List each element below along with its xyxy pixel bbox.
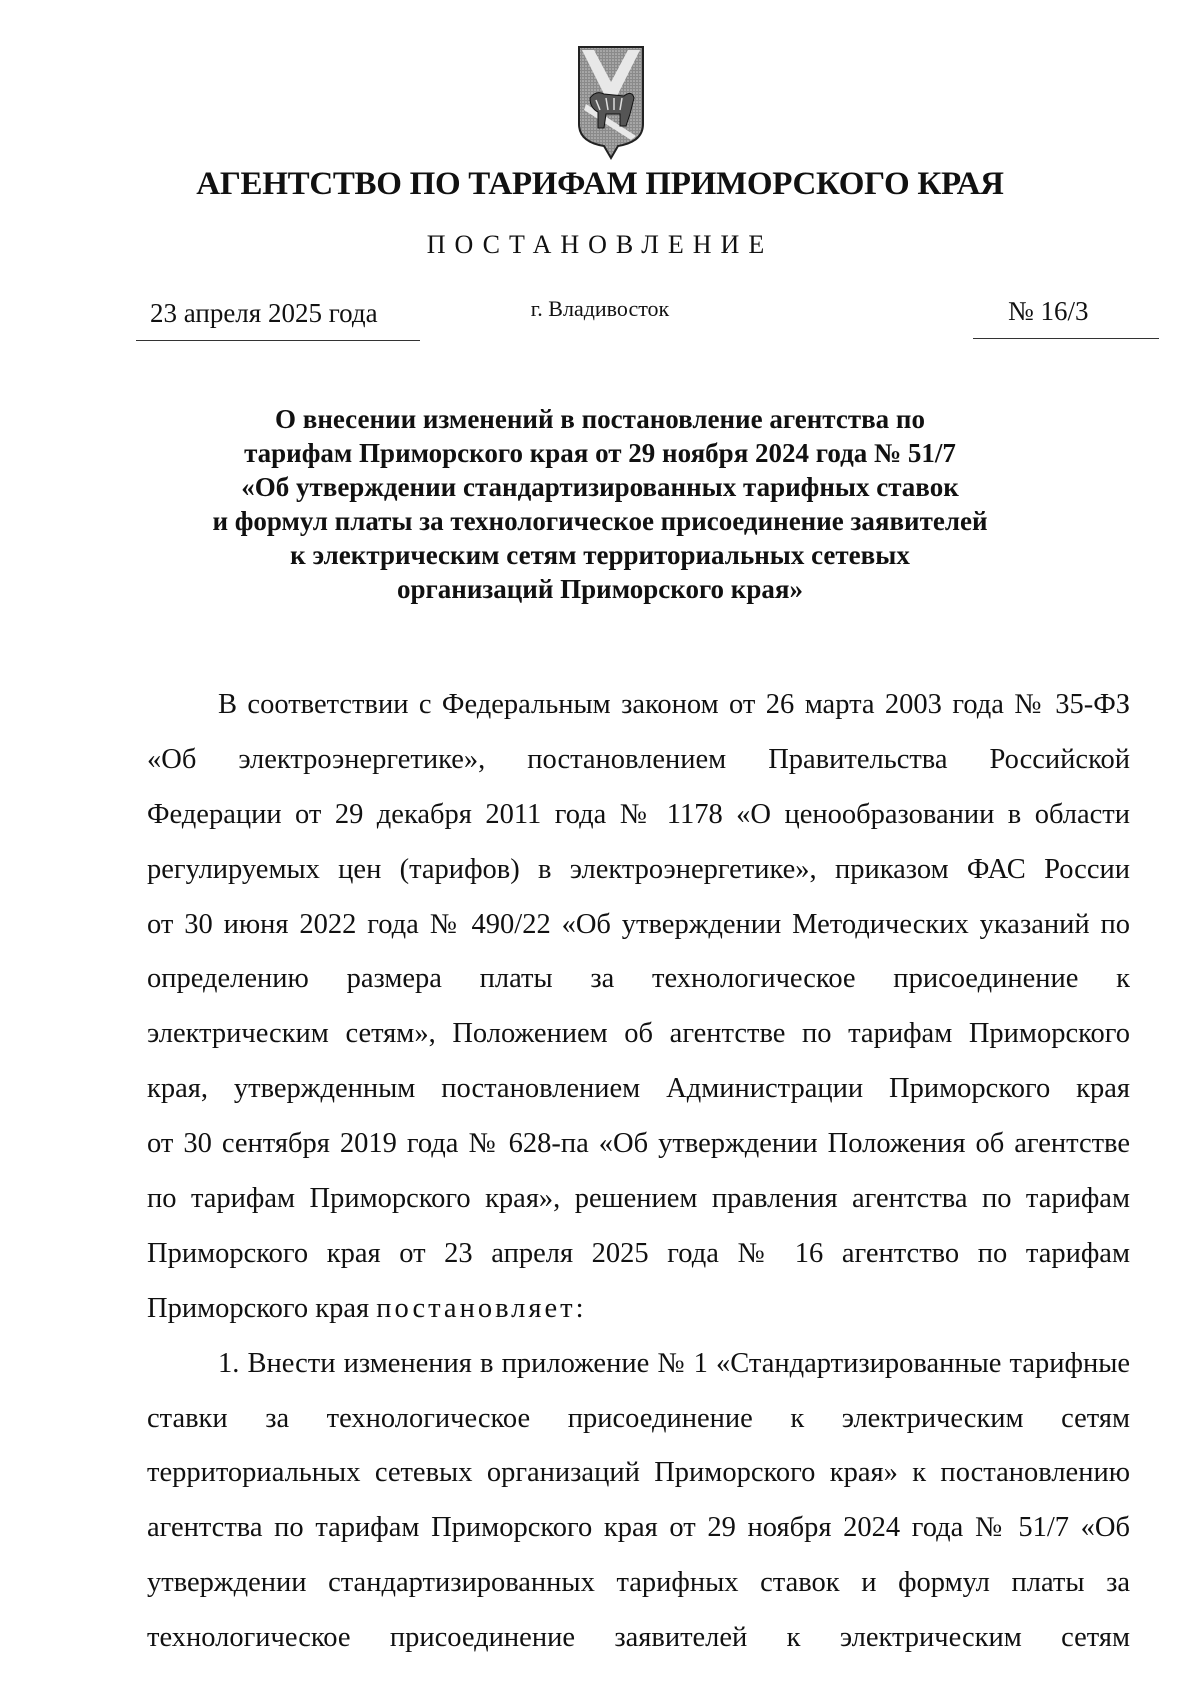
date-underline bbox=[136, 340, 420, 341]
body-line: «Об электроэнергетике», постановлением Правительства Российской bbox=[147, 743, 1130, 775]
document-date: 23 апреля 2025 года bbox=[150, 298, 378, 328]
document-body bbox=[147, 678, 1130, 1666]
heading-line: тарифам Приморского края от 29 ноября 2024 года № 51/7 bbox=[244, 438, 956, 468]
resolves-word: постановляет: bbox=[376, 1292, 587, 1324]
body-line: от 30 сентября 2019 года № 628-па «Об утверждении Положения об агентстве bbox=[147, 1128, 1130, 1160]
agency-name: АГЕНТСТВО ПО ТАРИФАМ ПРИМОРСКОГО КРАЯ bbox=[196, 166, 1004, 202]
item1-line: 1. Внести изменения в приложение № 1 «Стандартизированные тарифные bbox=[218, 1347, 1130, 1379]
body-line: регулируемых цен (тарифов) в электроэнергетике», приказом ФАС России bbox=[147, 853, 1130, 885]
body-line-resolves bbox=[147, 1282, 1130, 1337]
coat-of-arms-emblem bbox=[576, 44, 646, 160]
document-type: ПОСТАНОВЛЕНИЕ bbox=[426, 230, 774, 259]
body-line: В соответствии с Федеральным законом от 26 марта 2003 года № 35-ФЗ bbox=[218, 689, 1130, 720]
document-heading bbox=[150, 402, 1050, 606]
item1-line: ставки за технологическое присоединение к электрическим сетям bbox=[147, 1402, 1130, 1434]
item1-line: технологическое присоединение заявителей к электрическим сетям bbox=[147, 1622, 1130, 1654]
item1-line: агентства по тарифам Приморского края от 29 ноября 2024 года № 51/7 «Об bbox=[147, 1512, 1130, 1544]
heading-line: к электрическим сетям территориальных сетевых bbox=[290, 540, 910, 570]
heading-line: «Об утверждении стандартизированных тарифных ставок bbox=[241, 472, 959, 502]
number-underline bbox=[973, 338, 1159, 339]
body-line: Федерации от 29 декабря 2011 года № 1178 «О ценообразовании в области bbox=[147, 798, 1130, 830]
heading-line: О внесении изменений в постановление агентства по bbox=[274, 404, 925, 434]
body-line: по тарифам Приморского края», решением правления агентства по тарифам bbox=[147, 1183, 1130, 1215]
heading-line: и формул платы за технологическое присоединение заявителей bbox=[212, 506, 988, 536]
document-city: г. Владивосток bbox=[530, 296, 670, 321]
item1-line: утверждении стандартизированных тарифных ставок и формул платы за bbox=[147, 1567, 1130, 1599]
body-line: определению размера платы за технологическое присоединение к bbox=[147, 963, 1130, 995]
document-number: № 16/3 bbox=[1008, 296, 1089, 326]
body-line: края, утвержденным постановлением Администрации Приморского края bbox=[147, 1073, 1130, 1105]
body-line: от 30 июня 2022 года № 490/22 «Об утверждении Методических указаний по bbox=[147, 908, 1130, 940]
resolves-prefix: Приморского края bbox=[147, 1292, 377, 1324]
body-line: электрическим сетям», Положением об агентстве по тарифам Приморского bbox=[147, 1018, 1130, 1050]
item1-line: территориальных сетевых организаций Приморского края» к постановлению bbox=[147, 1457, 1130, 1489]
heading-line: организаций Приморского края» bbox=[397, 574, 803, 604]
body-line: Приморского края от 23 апреля 2025 года № 16 агентство по тарифам bbox=[147, 1237, 1130, 1269]
